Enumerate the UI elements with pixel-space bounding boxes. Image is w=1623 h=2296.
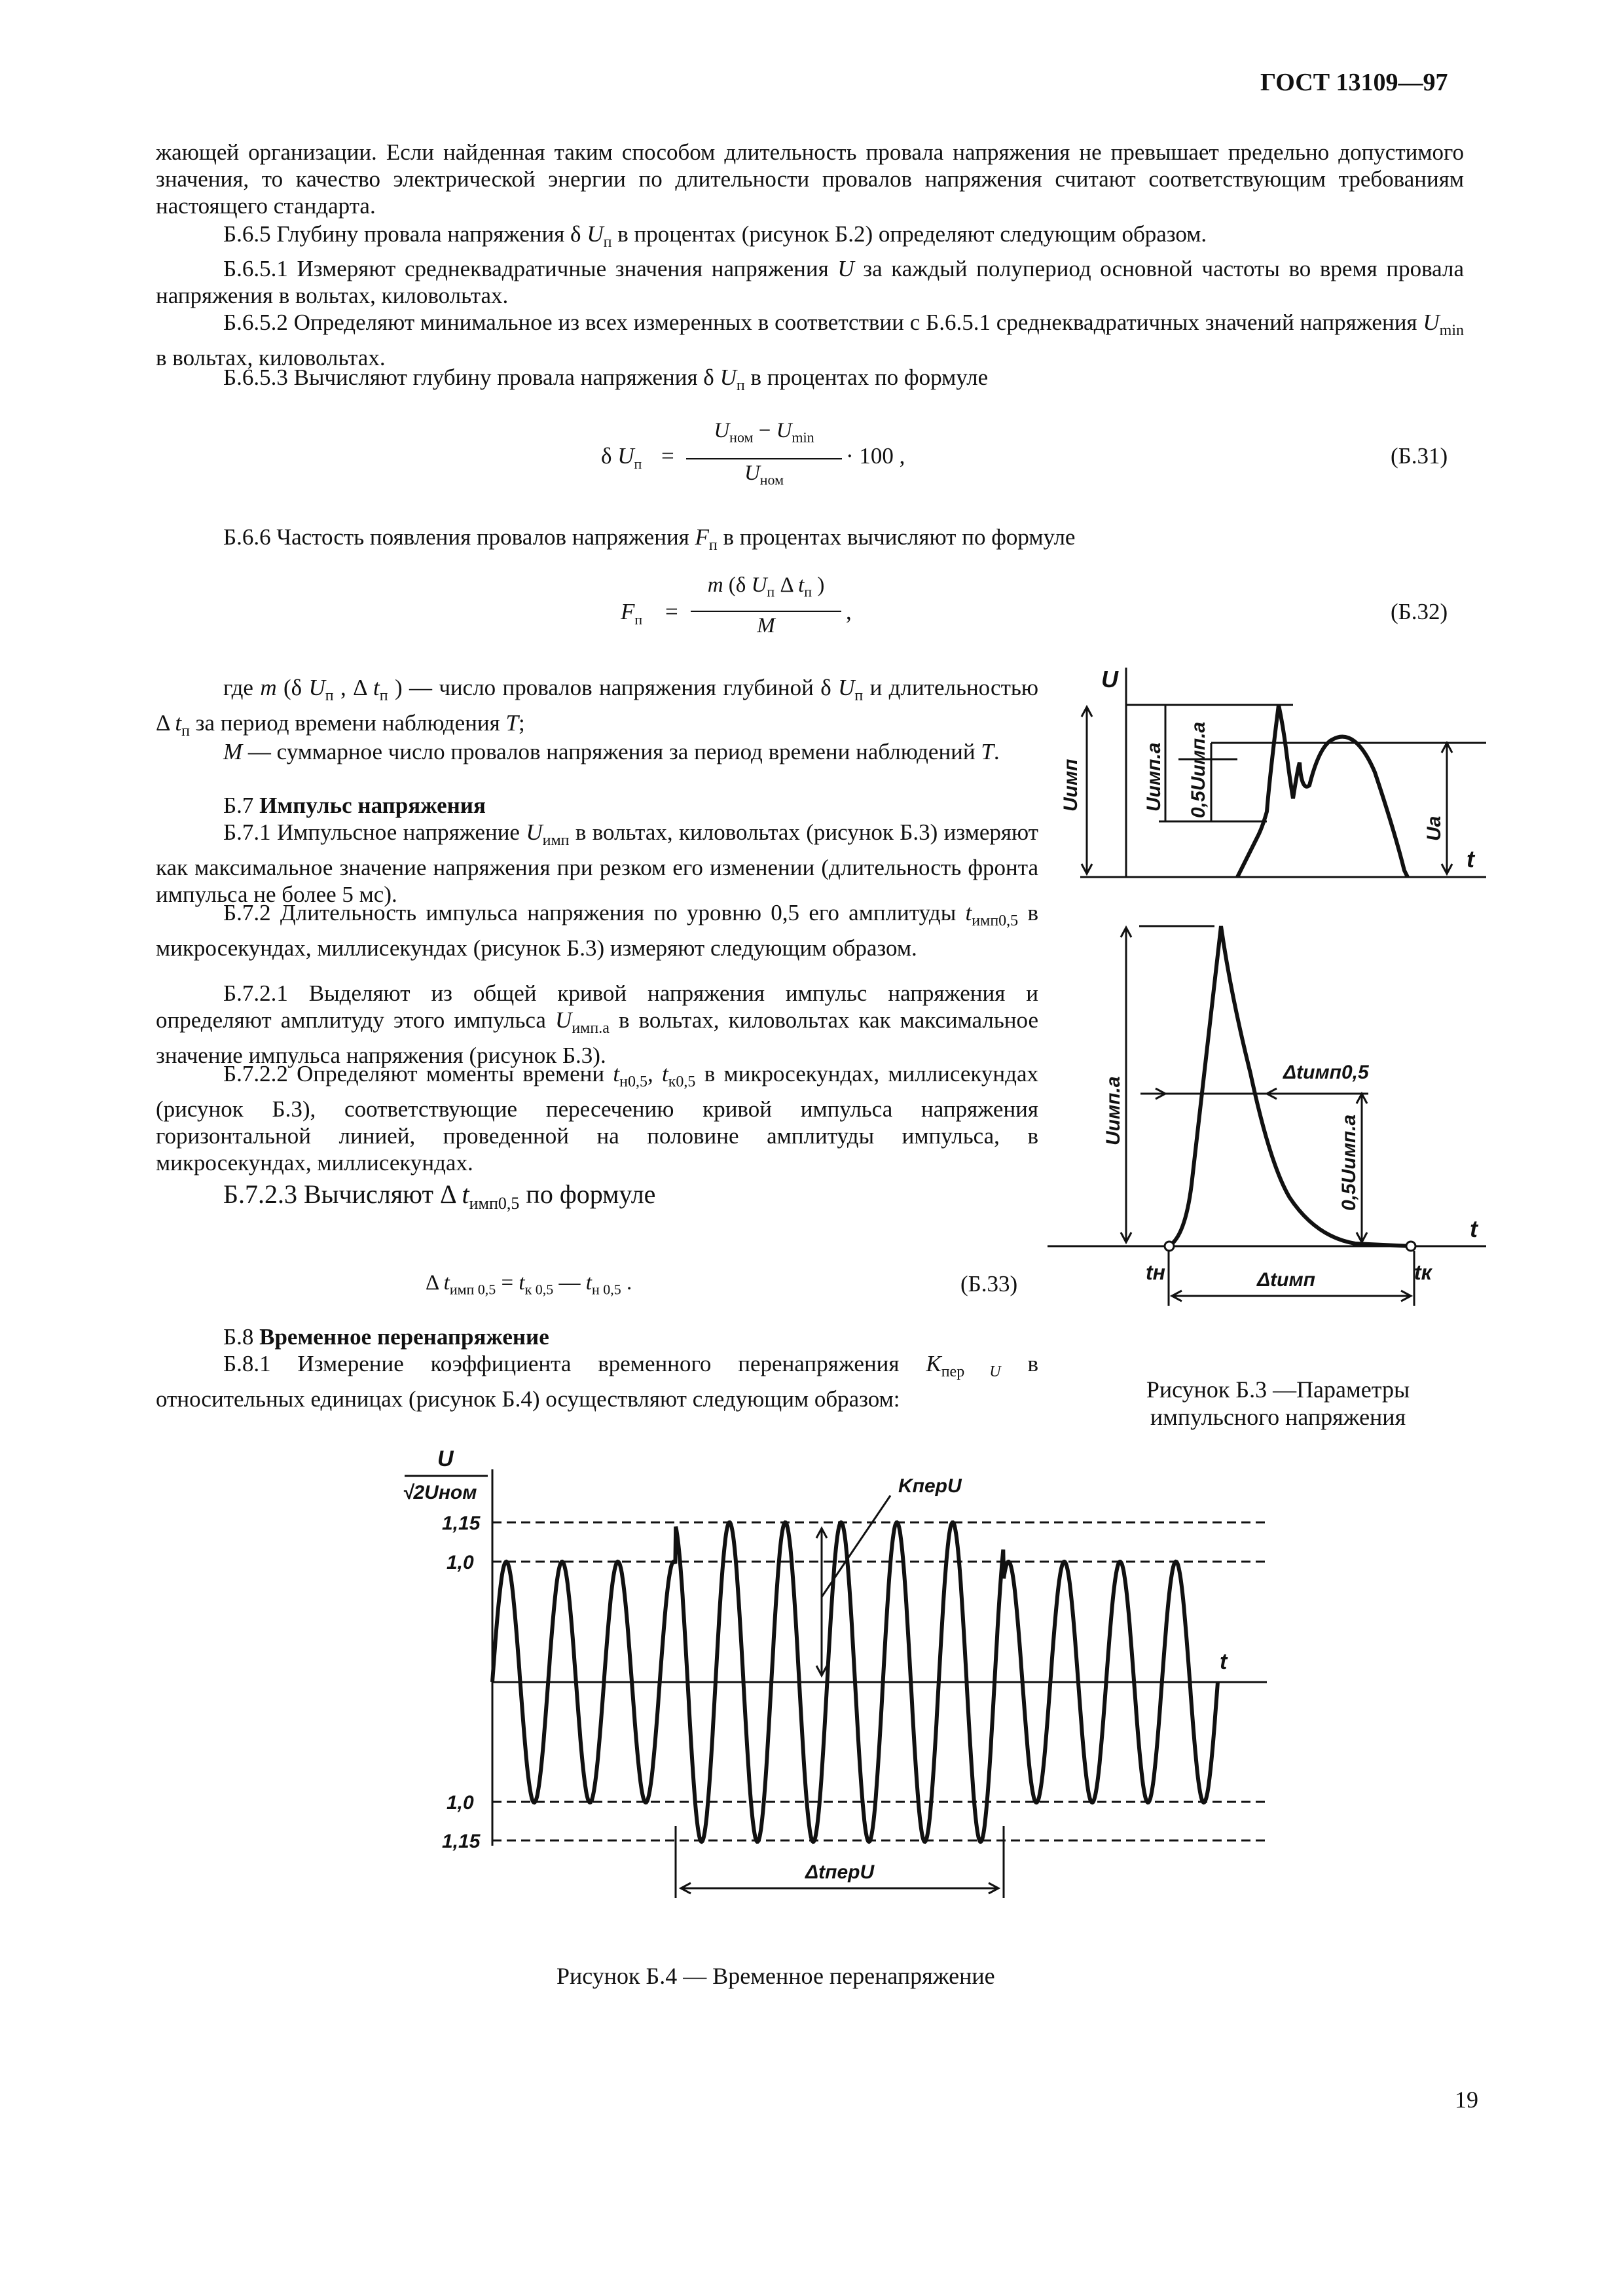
svg-text:tн: tн [1146,1261,1165,1284]
figure-b3-bottom-diagram [1041,910,1499,1316]
svg-text:ΔtперU: ΔtперU [805,1861,875,1883]
clause-b65: Б.6.5 Глубину провала напряжения δ $U_п$ в процентах (рисунок Б.2) определяют следующим образом. [223,221,1207,251]
clause-b651: Б.6.5.1 Измеряют среднеквадратичные значения напряжения U за каждый полупериод основной частоты во время провала напряжения в вольтах, киловольтах. [156,256,1464,308]
svg-text:U: U [437,1446,454,1471]
svg-text:Δtимп: Δtимп [1257,1269,1315,1291]
formula-label: (Б.32) [1391,599,1448,624]
clause-b723: Б.7.2.3 Вычисляют Δ $t_{имп0,5}$ по формуле [223,1179,656,1213]
svg-text:t: t [1220,1649,1228,1674]
svg-text:Uа: Uа [1423,816,1445,841]
paragraph-continuation: жающей организации. Если найденная таким способом длительность провала напряжения не превышает предельно допустимого значения, то качество электрической энергии по длительности провалов напряжения считают соответствующим требованиям настоящего стандарта. [156,139,1464,219]
formula-label: (Б.31) [1391,443,1448,469]
svg-text:t: t [1470,1215,1478,1242]
svg-text:1,0: 1,0 [447,1552,474,1573]
figure-b4-caption: Рисунок Б.4 — Временное перенапряжение [556,1963,995,1989]
svg-text:1,15: 1,15 [442,1513,481,1534]
figure-b3-caption: Рисунок Б.3 —Параметры импульсного напряжения [1146,1376,1410,1430]
svg-text:0,5Uимп.а: 0,5Uимп.а [1338,1114,1360,1211]
page-number: 19 [1455,2087,1478,2113]
svg-text:tк: tк [1414,1261,1432,1284]
where-clause: где m (δ $U_п$ , Δ $t_п$ ) — число провалов напряжения глубиной δ $U_п$ и длительностью Δ $t_п$ за период времени наблюдения T; [156,675,1038,740]
clause-b66: Б.6.6 Частость появления провалов напряжения $F_п$ в процентах вычисляют по формуле [223,524,1076,554]
svg-text:Uимп: Uимп [1060,759,1082,812]
clause-b721: Б.7.2.1 Выделяют из общей кривой напряжения импульс напряжения и определяют амплитуду этого импульса $U_{имп.а}$ в вольтах, киловольтах как максимальное значение импульса напряжения (рисунок Б.3). [156,980,1038,1068]
clause-b652: Б.6.5.2 Определяют минимальное из всех измеренных в соответствии с Б.6.5.1 среднеквадратичных значений напряжения $U_{min}$ в вольтах, киловольтах. [156,310,1464,370]
svg-text:0,5Uимп.а: 0,5Uимп.а [1188,721,1209,818]
clause-b71: Б.7.1 Импульсное напряжение $U_{имп}$ в вольтах, киловольтах (рисунок Б.3) измеряют как максимальное значение напряжения при резком его изменении (длительность фронта импульса не более 5 мс). [156,819,1038,907]
svg-text:1,0: 1,0 [447,1792,474,1814]
clause-b81: Б.8.1 Измерение коэффициента временного перенапряжения $K_{пер U}$ в относительных единицах (рисунок Б.4) осуществляют следующим образом: [156,1351,1038,1412]
formula-label: (Б.33) [960,1271,1018,1297]
section-b8: Б.8 Временное перенапряжение [223,1324,549,1350]
clause-b722: Б.7.2.2 Определяют моменты времени $t_{н0,5}$, $t_{к0,5}$ в микросекундах, миллисекундах (рисунок Б.3), соответствующие пересечению кривой импульса напряжения горизонтальной линией, проведенной на половине амплитуды импульса, в микросекундах, миллисекундах. [156,1061,1038,1175]
svg-text:1,15: 1,15 [442,1831,481,1852]
svg-text:Δtимп0,5: Δtимп0,5 [1283,1062,1369,1083]
m-definition: M — суммарное число провалов напряжения за период времени наблюдений T. [223,739,1000,764]
page-header: ГОСТ 13109—97 [1260,69,1448,96]
svg-text:Uимп.а: Uимп.а [1143,742,1165,812]
svg-text:KперU: KперU [898,1475,962,1497]
svg-text:t: t [1467,846,1474,872]
svg-text:Uимп.а: Uимп.а [1103,1076,1124,1145]
clause-b653: Б.6.5.3 Вычисляют глубину провала напряжения δ $U_п$ в процентах по формуле [223,365,989,394]
figure-b3-top-diagram [1041,655,1499,897]
section-b7: Б.7 Импульс напряжения [223,793,486,818]
clause-b72: Б.7.2 Длительность импульса напряжения по уровню 0,5 его амплитуды $t_{имп0,5}$ в микросекундах, миллисекундах (рисунок Б.3) измеряют следующим образом. [156,900,1038,961]
fig3-top-label-u: U [1101,666,1118,692]
figure-b4-diagram [393,1440,1296,1924]
svg-text:√2Uном: √2Uном [403,1482,477,1503]
